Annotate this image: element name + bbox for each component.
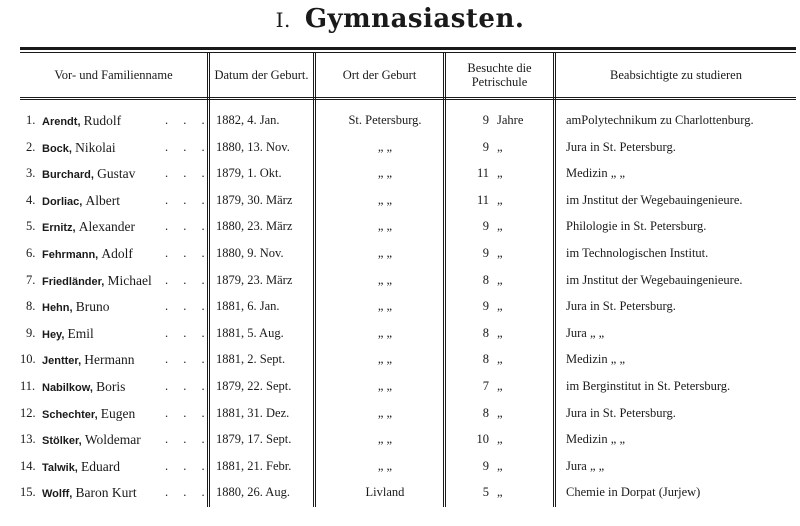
surname: Hey,	[42, 328, 65, 341]
years-attended: 10	[476, 432, 489, 447]
intended-study: Jura „ „	[566, 458, 605, 473]
years-unit: „	[497, 432, 503, 447]
years-unit: „	[497, 458, 503, 473]
given-name: Boris	[96, 379, 126, 394]
table-row	[0, 400, 800, 426]
table-row	[0, 134, 800, 160]
birth-date: 1881, 21. Febr.	[216, 458, 292, 473]
given-name: Rudolf	[83, 113, 122, 128]
leader-dots: . . .	[165, 246, 211, 260]
page-title	[0, 4, 800, 34]
leader-dots: . . .	[165, 352, 211, 367]
header-study: Beabsichtigte zu studieren	[610, 68, 742, 82]
birth-place: „ „	[377, 166, 393, 181]
row-number: 13.	[20, 432, 36, 447]
table-row	[0, 107, 800, 133]
intended-study: im Jnstitut der Wegebauingenieure.	[566, 272, 743, 287]
person-name	[42, 166, 135, 182]
row-number: 7.	[26, 272, 36, 287]
birth-place: „ „	[377, 352, 393, 367]
birth-place: „ „	[377, 405, 393, 420]
person-name	[42, 299, 109, 315]
intended-study: im Jnstitut der Wegebauingenieure.	[566, 192, 743, 207]
years-attended: 8	[482, 272, 489, 287]
years-attended: 7	[482, 379, 489, 393]
given-name: Eduard	[81, 458, 120, 474]
given-name: Hermann	[84, 352, 135, 368]
leader-dots: . . .	[165, 432, 211, 447]
birth-place: St. Petersburg.	[348, 113, 422, 127]
row-number: 12.	[20, 405, 36, 420]
leader-dots: . . .	[165, 272, 211, 287]
leader-dots: . . .	[165, 379, 211, 393]
row-number: 6.	[26, 246, 36, 260]
leader-dots: . . .	[165, 139, 211, 154]
birth-date: 1880, 26. Aug.	[216, 485, 290, 500]
years-unit: „	[497, 379, 503, 393]
years-unit: „	[497, 219, 503, 234]
birth-place: „ „	[377, 379, 393, 393]
years-attended: 11	[476, 166, 489, 181]
header-birth-place: Ort der Geburt	[342, 68, 417, 82]
surname: Burchard,	[42, 169, 94, 182]
years-attended: 9	[482, 219, 489, 234]
surname: Wolff,	[42, 488, 73, 501]
surname: Arendt,	[42, 116, 81, 128]
surname: Dorliac,	[42, 195, 83, 208]
birth-place: „ „	[377, 299, 393, 314]
years-unit: „	[497, 139, 503, 154]
birth-place: „ „	[377, 192, 393, 207]
given-name: Woldemar	[84, 432, 141, 448]
person-name	[42, 352, 135, 368]
intended-study: Jura in St. Petersburg.	[566, 139, 676, 154]
birth-date: 1881, 5. Aug.	[216, 325, 284, 340]
birth-place: Livland	[365, 485, 405, 500]
row-number: 4.	[26, 192, 36, 207]
intended-study: Philologie in St. Petersburg.	[566, 219, 707, 234]
birth-place: „ „	[377, 272, 393, 287]
row-number: 2.	[26, 139, 36, 154]
birth-date: 1879, 22. Sept.	[216, 379, 292, 393]
years-unit: „	[497, 272, 503, 287]
birth-place: „ „	[377, 246, 393, 260]
years-unit: „	[497, 352, 503, 367]
birth-date: 1881, 6. Jan.	[216, 299, 280, 314]
years-unit: „	[497, 246, 503, 260]
birth-place: „ „	[377, 139, 393, 154]
table-row	[0, 346, 800, 372]
years-unit: „	[497, 325, 503, 340]
surname: Talwik,	[42, 461, 78, 474]
birth-date: 1881, 31. Dez.	[216, 405, 290, 420]
leader-dots: . . .	[165, 299, 211, 314]
leader-dots: . . .	[165, 485, 211, 500]
table-row	[0, 453, 800, 479]
header-rule-2	[20, 99, 796, 100]
intended-study: Jura „ „	[566, 325, 605, 340]
years-unit: „	[497, 192, 503, 207]
intended-study: im Technologischen Institut.	[566, 246, 709, 260]
surname: Jentter,	[42, 355, 82, 368]
person-name	[42, 193, 120, 209]
table-row	[0, 240, 800, 266]
years-attended: 9	[482, 139, 489, 154]
given-name: Baron Kurt	[75, 485, 137, 501]
surname: Nabilkow,	[42, 382, 93, 394]
leader-dots: . . .	[165, 405, 211, 420]
person-name	[42, 379, 125, 395]
years-attended: 11	[476, 192, 489, 207]
header-rule	[20, 97, 796, 98]
section-title: Gymnasiasten.	[304, 4, 525, 34]
leader-dots: . . .	[165, 219, 211, 234]
person-name	[42, 273, 152, 289]
given-name: Nikolai	[75, 139, 116, 155]
years-attended: 8	[482, 325, 489, 340]
leader-dots: . . .	[165, 166, 211, 181]
table-row	[0, 267, 800, 293]
row-number: 8.	[26, 299, 36, 314]
person-name	[42, 140, 116, 156]
birth-date: 1879, 17. Sept.	[216, 432, 292, 447]
intended-study: Medizin „ „	[566, 432, 626, 447]
row-number: 14.	[20, 458, 36, 473]
birth-date: 1881, 2. Sept.	[216, 352, 286, 367]
intended-study: Jura in St. Petersburg.	[566, 405, 676, 420]
header-name: Vor- und Familienname	[54, 68, 173, 82]
years-attended: 5	[482, 485, 489, 500]
person-name	[42, 113, 121, 129]
table-row	[0, 160, 800, 186]
row-number: 11.	[20, 379, 36, 393]
years-unit: Jahre	[497, 113, 524, 127]
table-row	[0, 373, 800, 399]
birth-place: „ „	[377, 325, 393, 340]
years-attended: 9	[482, 458, 489, 473]
birth-date: 1879, 23. März	[216, 272, 293, 287]
years-attended: 9	[482, 113, 489, 127]
intended-study: im Berginstitut in St. Petersburg.	[566, 379, 731, 393]
table-row	[0, 426, 800, 452]
surname: Bock,	[42, 142, 72, 155]
given-name: Michael	[107, 272, 152, 288]
surname: Hehn,	[42, 302, 73, 315]
given-name: Alexander	[78, 219, 135, 235]
years-attended: 8	[482, 405, 489, 420]
years-unit: „	[497, 299, 503, 314]
leader-dots: . . .	[165, 325, 211, 340]
birth-place: „ „	[377, 458, 393, 473]
top-rule-thin	[20, 52, 796, 53]
years-attended: 9	[482, 299, 489, 314]
years-attended: 9	[482, 246, 489, 260]
given-name: Adolf	[101, 246, 133, 261]
birth-place: „ „	[377, 432, 393, 447]
surname: Friedländer,	[42, 275, 105, 288]
intended-study: Jura in St. Petersburg.	[566, 299, 676, 314]
row-number: 5.	[26, 219, 36, 234]
birth-place: „ „	[377, 219, 393, 234]
person-name	[42, 459, 120, 475]
given-name: Bruno	[75, 299, 110, 315]
years-unit: „	[497, 405, 503, 420]
given-name: Emil	[67, 325, 94, 341]
top-rule	[20, 47, 796, 50]
table-row	[0, 187, 800, 213]
birth-date: 1880, 9. Nov.	[216, 246, 284, 260]
person-name	[42, 432, 141, 448]
years-attended: 8	[482, 352, 489, 367]
person-name	[42, 219, 135, 235]
surname: Ernitz,	[42, 222, 76, 235]
table-row	[0, 320, 800, 346]
surname: Stölker,	[42, 435, 82, 448]
leader-dots: . . .	[165, 458, 211, 473]
intended-study: Medizin „ „	[566, 166, 626, 181]
row-number: 9.	[26, 325, 36, 340]
surname: Schechter,	[42, 408, 98, 421]
table-row	[0, 293, 800, 319]
intended-study: Medizin „ „	[566, 352, 626, 367]
given-name: Gustav	[97, 166, 136, 182]
table-row	[0, 213, 800, 239]
section-number: I.	[275, 8, 291, 32]
years-unit: „	[497, 166, 503, 181]
person-name	[42, 485, 137, 501]
person-name	[42, 406, 135, 422]
row-number: 1.	[26, 113, 36, 127]
person-name	[42, 246, 133, 262]
intended-study: amPolytechnikum zu Charlottenburg.	[566, 113, 754, 127]
given-name: Eugen	[100, 405, 136, 421]
birth-date: 1880, 23. März	[216, 219, 293, 234]
surname: Fehrmann,	[42, 249, 99, 261]
row-number: 15.	[20, 485, 36, 500]
row-number: 3.	[26, 166, 36, 181]
birth-date: 1879, 30. März	[216, 192, 293, 207]
leader-dots: . . .	[165, 113, 211, 127]
row-number: 10.	[20, 352, 36, 367]
birth-date: 1880, 13. Nov.	[216, 139, 290, 154]
header-birth-date: Datum der Geburt.	[214, 68, 309, 82]
header-petrischule: Besuchte die Petrischule	[467, 61, 532, 89]
intended-study: Chemie in Dorpat (Jurjew)	[566, 485, 701, 500]
person-name	[42, 326, 94, 342]
given-name: Albert	[85, 192, 120, 208]
birth-date: 1879, 1. Okt.	[216, 166, 282, 181]
table-row	[0, 479, 800, 505]
birth-date: 1882, 4. Jan.	[216, 113, 280, 127]
leader-dots: . . .	[165, 192, 211, 207]
years-unit: „	[497, 485, 503, 500]
